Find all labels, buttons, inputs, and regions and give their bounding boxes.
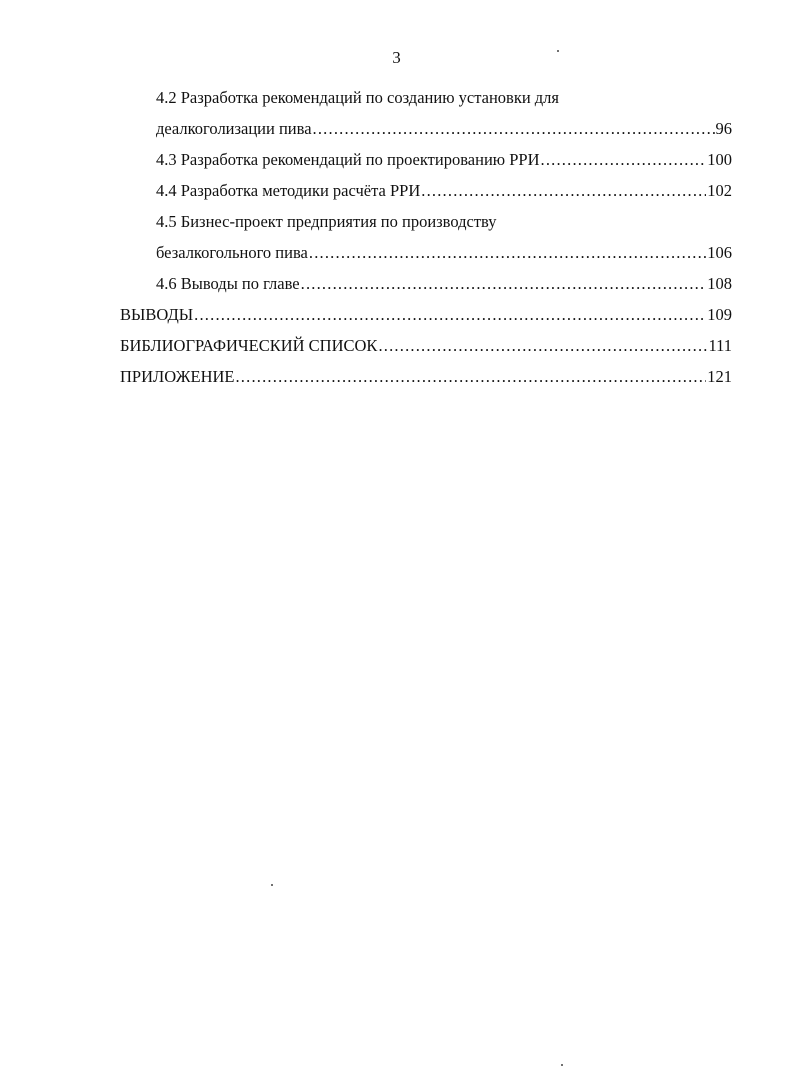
toc-leader — [378, 330, 707, 361]
toc-leader — [301, 268, 707, 299]
toc-entry-appendix — [120, 361, 732, 392]
toc-page-number: 102 — [707, 181, 732, 200]
toc-entry-4-5-title-cont: безалкогольного пива — [156, 243, 308, 262]
toc-entry-4-5-line2 — [120, 237, 732, 268]
scan-speck — [271, 884, 273, 886]
toc-entry-bibliography — [120, 330, 732, 361]
toc-page-number: 108 — [707, 274, 732, 293]
toc-page-number: 111 — [708, 336, 732, 355]
toc-page-number: 106 — [707, 243, 732, 262]
toc-entry-4-4-title: 4.4 Разработка методики расчёта РРИ — [156, 181, 421, 200]
toc-leader — [421, 175, 706, 206]
toc-entry-conclusions — [120, 299, 732, 330]
toc-page-number: 96 — [715, 119, 732, 138]
toc-entry-appendix-title: ПРИЛОЖЕНИЕ — [120, 367, 235, 386]
toc-entry-4-5-title: 4.5 Бизнес-проект предприятия по производству — [156, 212, 497, 231]
toc-leader — [309, 237, 706, 268]
toc-entry-4-2-line1 — [120, 82, 732, 113]
toc-page-number: 121 — [707, 367, 732, 386]
toc-leader — [541, 144, 707, 175]
toc-leader — [194, 299, 706, 330]
toc-entry-4-6 — [120, 268, 732, 299]
scan-speck — [561, 1064, 563, 1066]
toc-entry-bibliography-title: БИБЛИОГРАФИЧЕСКИЙ СПИСОК — [120, 336, 378, 355]
toc-entry-4-6-title: 4.6 Выводы по главе — [156, 274, 300, 293]
scan-speck — [557, 50, 559, 52]
toc-page-number: 109 — [707, 305, 732, 324]
toc-entry-4-3 — [120, 144, 732, 175]
toc-entry-4-2-title-cont: деалкоголизации пива — [156, 119, 312, 138]
toc-page-number: 100 — [707, 150, 732, 169]
toc-entry-conclusions-title: ВЫВОДЫ — [120, 305, 194, 324]
page-number: 3 — [392, 48, 401, 67]
toc-entry-4-4 — [120, 175, 732, 206]
toc-leader — [313, 113, 715, 144]
toc-entry-4-3-title: 4.3 Разработка рекомендаций по проектированию РРИ — [156, 150, 540, 169]
table-of-contents — [120, 82, 732, 392]
toc-entry-4-2-line2 — [120, 113, 732, 144]
toc-leader — [235, 361, 706, 392]
toc-entry-4-5-line1 — [120, 206, 732, 237]
toc-entry-4-2-title: 4.2 Разработка рекомендаций по созданию установки для — [156, 88, 560, 107]
